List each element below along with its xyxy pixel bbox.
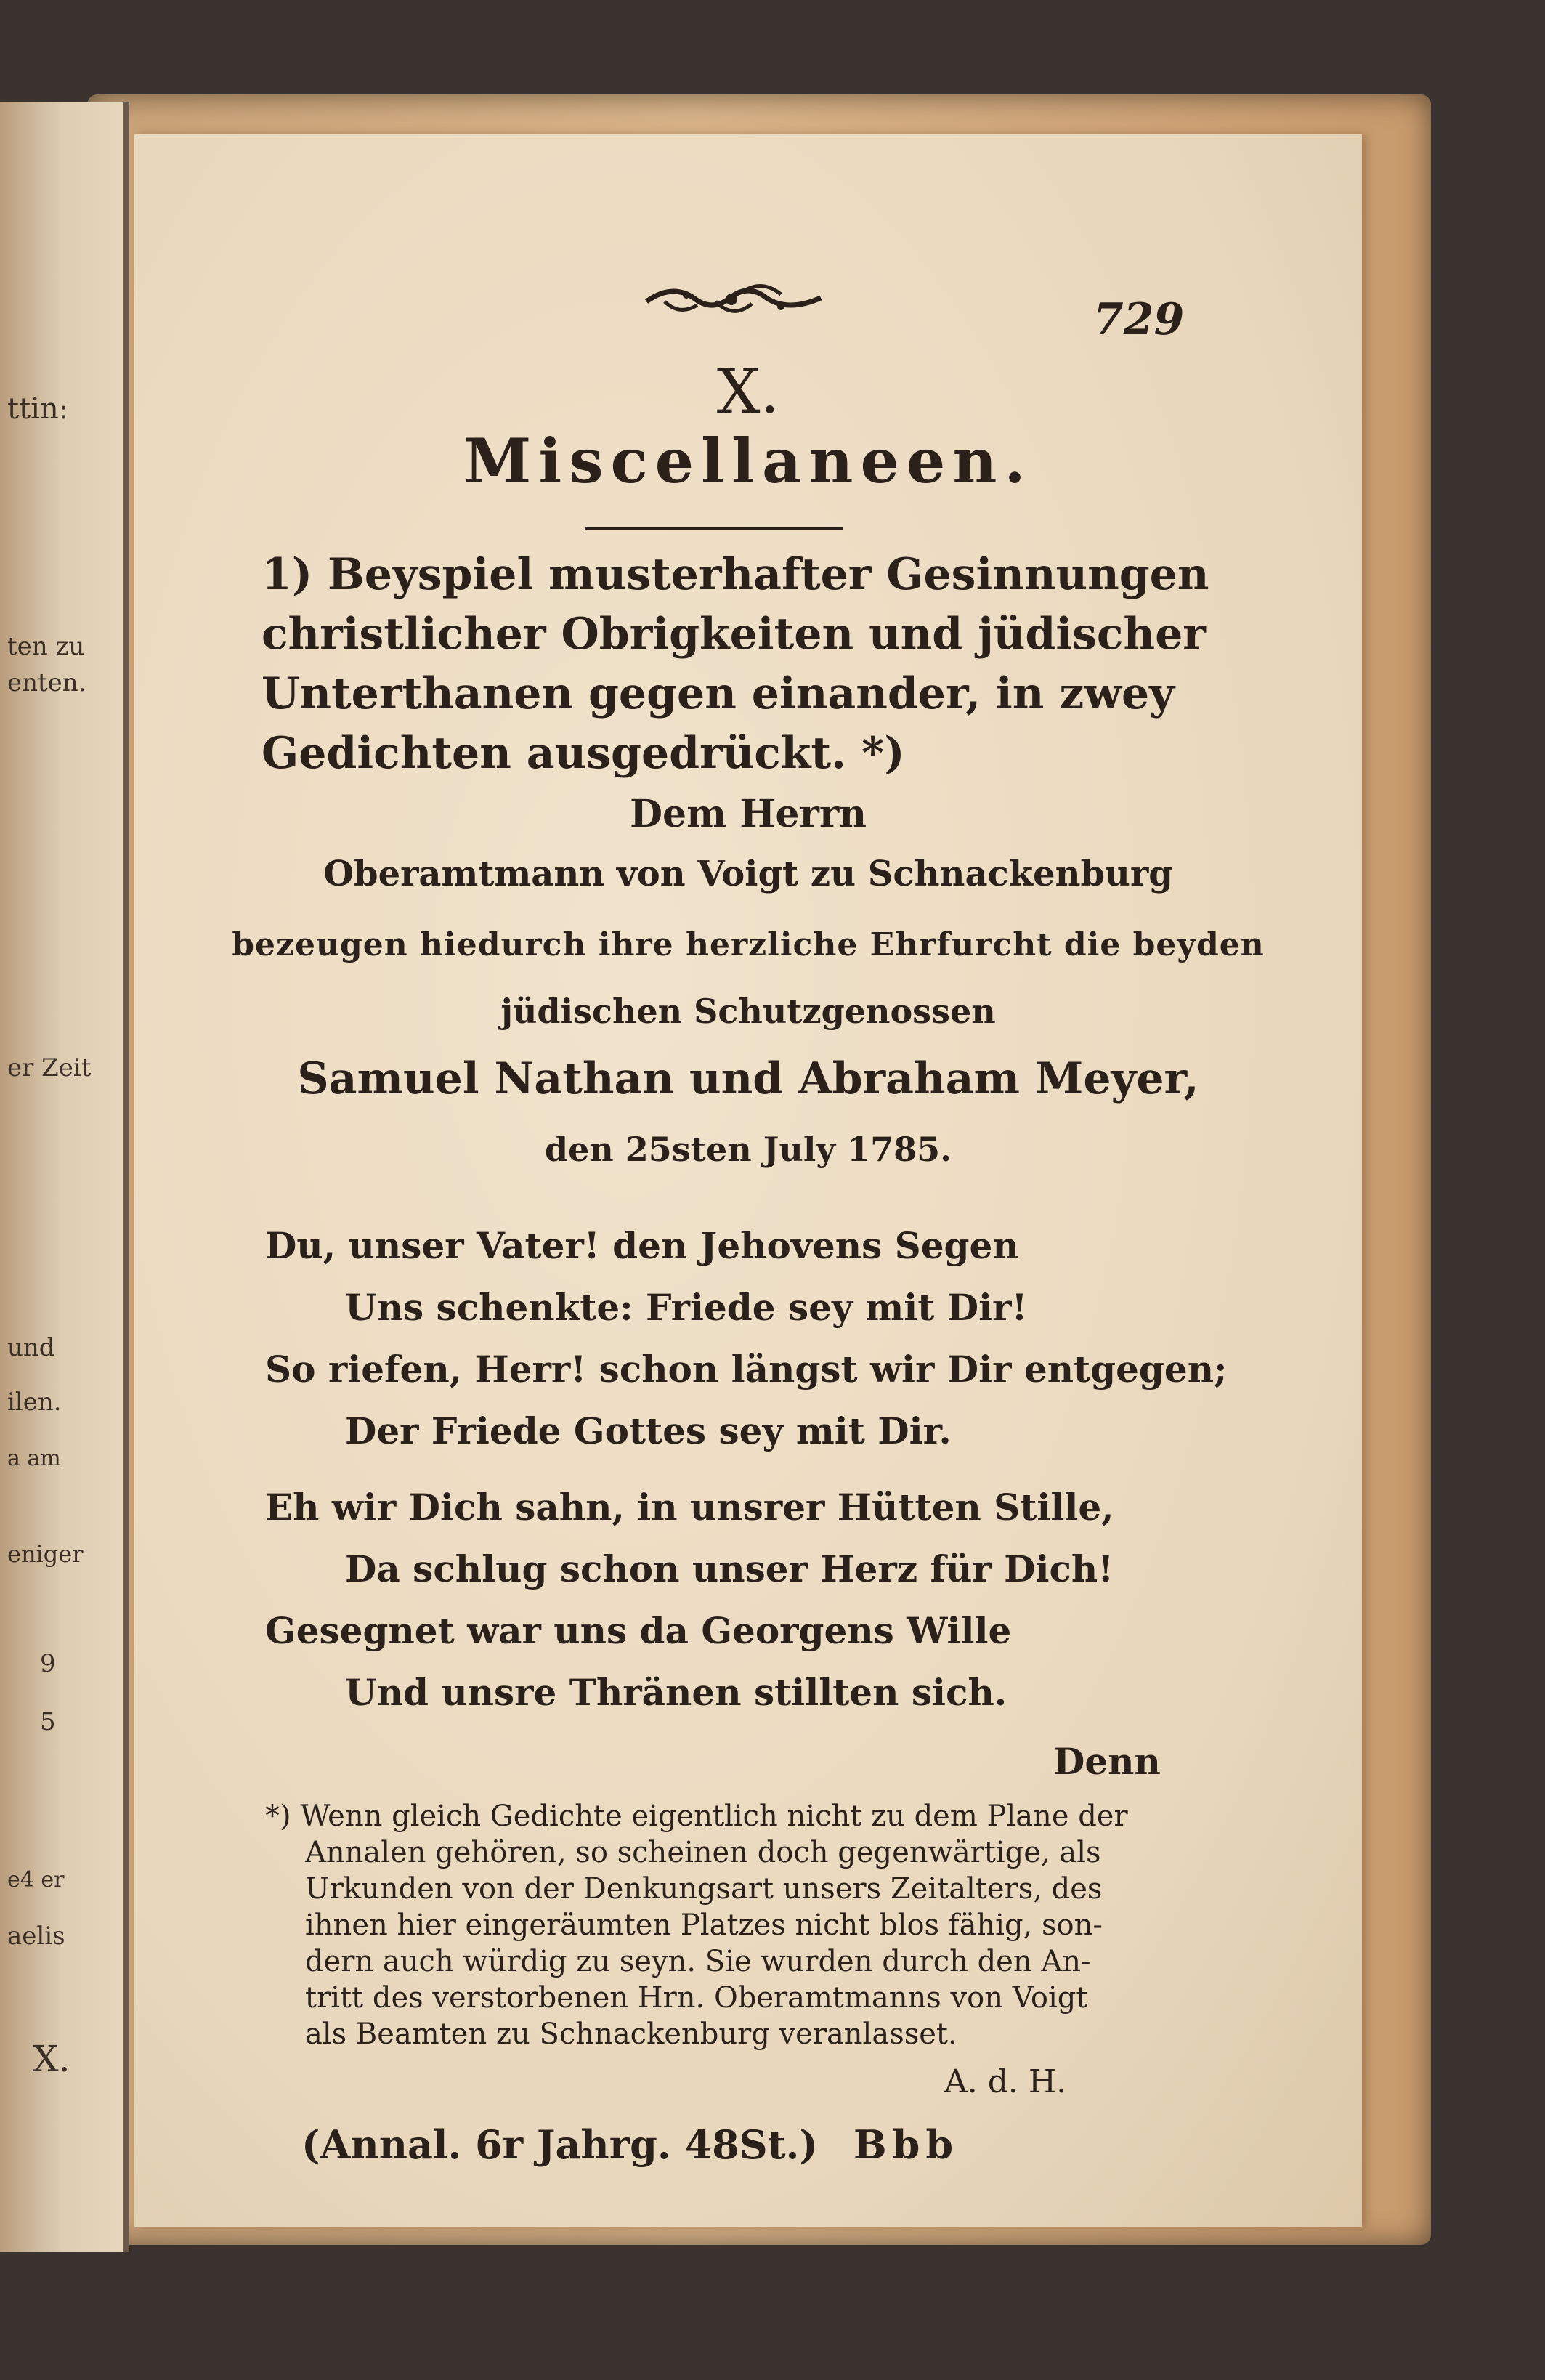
poem-line: So riefen, Herr! schon längst wir Dir entgegen; [265,1348,1228,1391]
dedication-line: Dem Herrn [629,792,867,836]
signature-mark: (Annal. 6r Jahrg. 48St.) [301,2121,818,2168]
book-page [134,134,1362,2227]
poem-line: Gesegnet war uns da Georgens Wille [265,1609,1012,1652]
left-fragment: X. [33,2038,70,2080]
title-rule [585,527,843,530]
dedication-names: Samuel Nathan und Abraham Meyer, [297,1053,1199,1104]
footnote-line: als Beamten zu Schnackenburg veranlasset. [305,2017,957,2051]
ornament-icon [643,276,824,327]
left-fragment: 9 [40,1649,56,1678]
poem-line: Und unsre Thränen stillten sich. [345,1671,1007,1714]
item-heading: 1) Beyspiel musterhafter Gesinnungen christlicher Obrigkeiten und jüdischer Unterthanen gegen einander, in zwey Gedichten ausgedrückt. *) [261,549,1209,779]
left-fragment: eniger [7,1540,84,1568]
left-fragment: enten. [7,668,86,697]
footnote [265,1798,1297,2052]
dedication-date: den 25sten July 1785. [544,1130,952,1169]
left-page-edge [0,102,129,2252]
left-fragment: aelis [7,1922,65,1951]
left-fragment: ten zu [7,632,85,661]
poem-line: Der Friede Gottes sey mit Dir. [345,1409,952,1452]
section-title: Miscellaneen. [463,425,1033,497]
catchword: Denn [1053,1740,1161,1783]
footnote-line: dern auch würdig zu seyn. Sie wurden durch den An- [305,1945,1091,1978]
footnote-line: Urkunden von der Denkungsart unsers Zeitalters, des [305,1872,1103,1906]
footnote-line: *) Wenn gleich Gedichte eigentlich nicht zu dem Plane der [265,1800,1128,1833]
left-fragment: e4 er [7,1867,65,1893]
left-fragment: ilen. [7,1388,62,1417]
footnote-line: ihnen hier eingeräumten Platzes nicht blos fähig, son- [305,1909,1103,1942]
left-fragment: er Zeit [7,1053,92,1082]
poem-line: Du, unser Vater! den Jehovens Segen [265,1224,1019,1267]
poem-line: Da schlug schon unser Herz für Dich! [345,1547,1114,1590]
dedication-line: bezeugen hiedurch ihre herzliche Ehrfurcht die beyden [232,926,1265,963]
footnote-signature: A. d. H. [944,2063,1067,2100]
poem-line: Eh wir Dich sahn, in unsrer Hütten Stille, [265,1486,1114,1529]
footnote-line: Annalen gehören, so scheinen doch gegenwärtige, als [305,1836,1101,1869]
left-fragment: a am [7,1446,61,1471]
footnote-line: tritt des verstorbenen Hrn. Oberamtmanns von Voigt [305,1981,1088,2015]
page-number: 729 [1093,294,1185,345]
poem-line: Uns schenkte: Friede sey mit Dir! [345,1286,1028,1329]
left-fragment: 5 [40,1707,56,1736]
dedication-line: Oberamtmann von Voigt zu Schnackenburg [323,854,1173,894]
left-fragment: und [7,1333,55,1362]
signature-code: Bbb [853,2121,960,2168]
dedication-line: jüdischen Schutzgenossen [500,992,996,1031]
left-fragment: ttin: [7,392,69,426]
section-number: X. [716,356,780,427]
